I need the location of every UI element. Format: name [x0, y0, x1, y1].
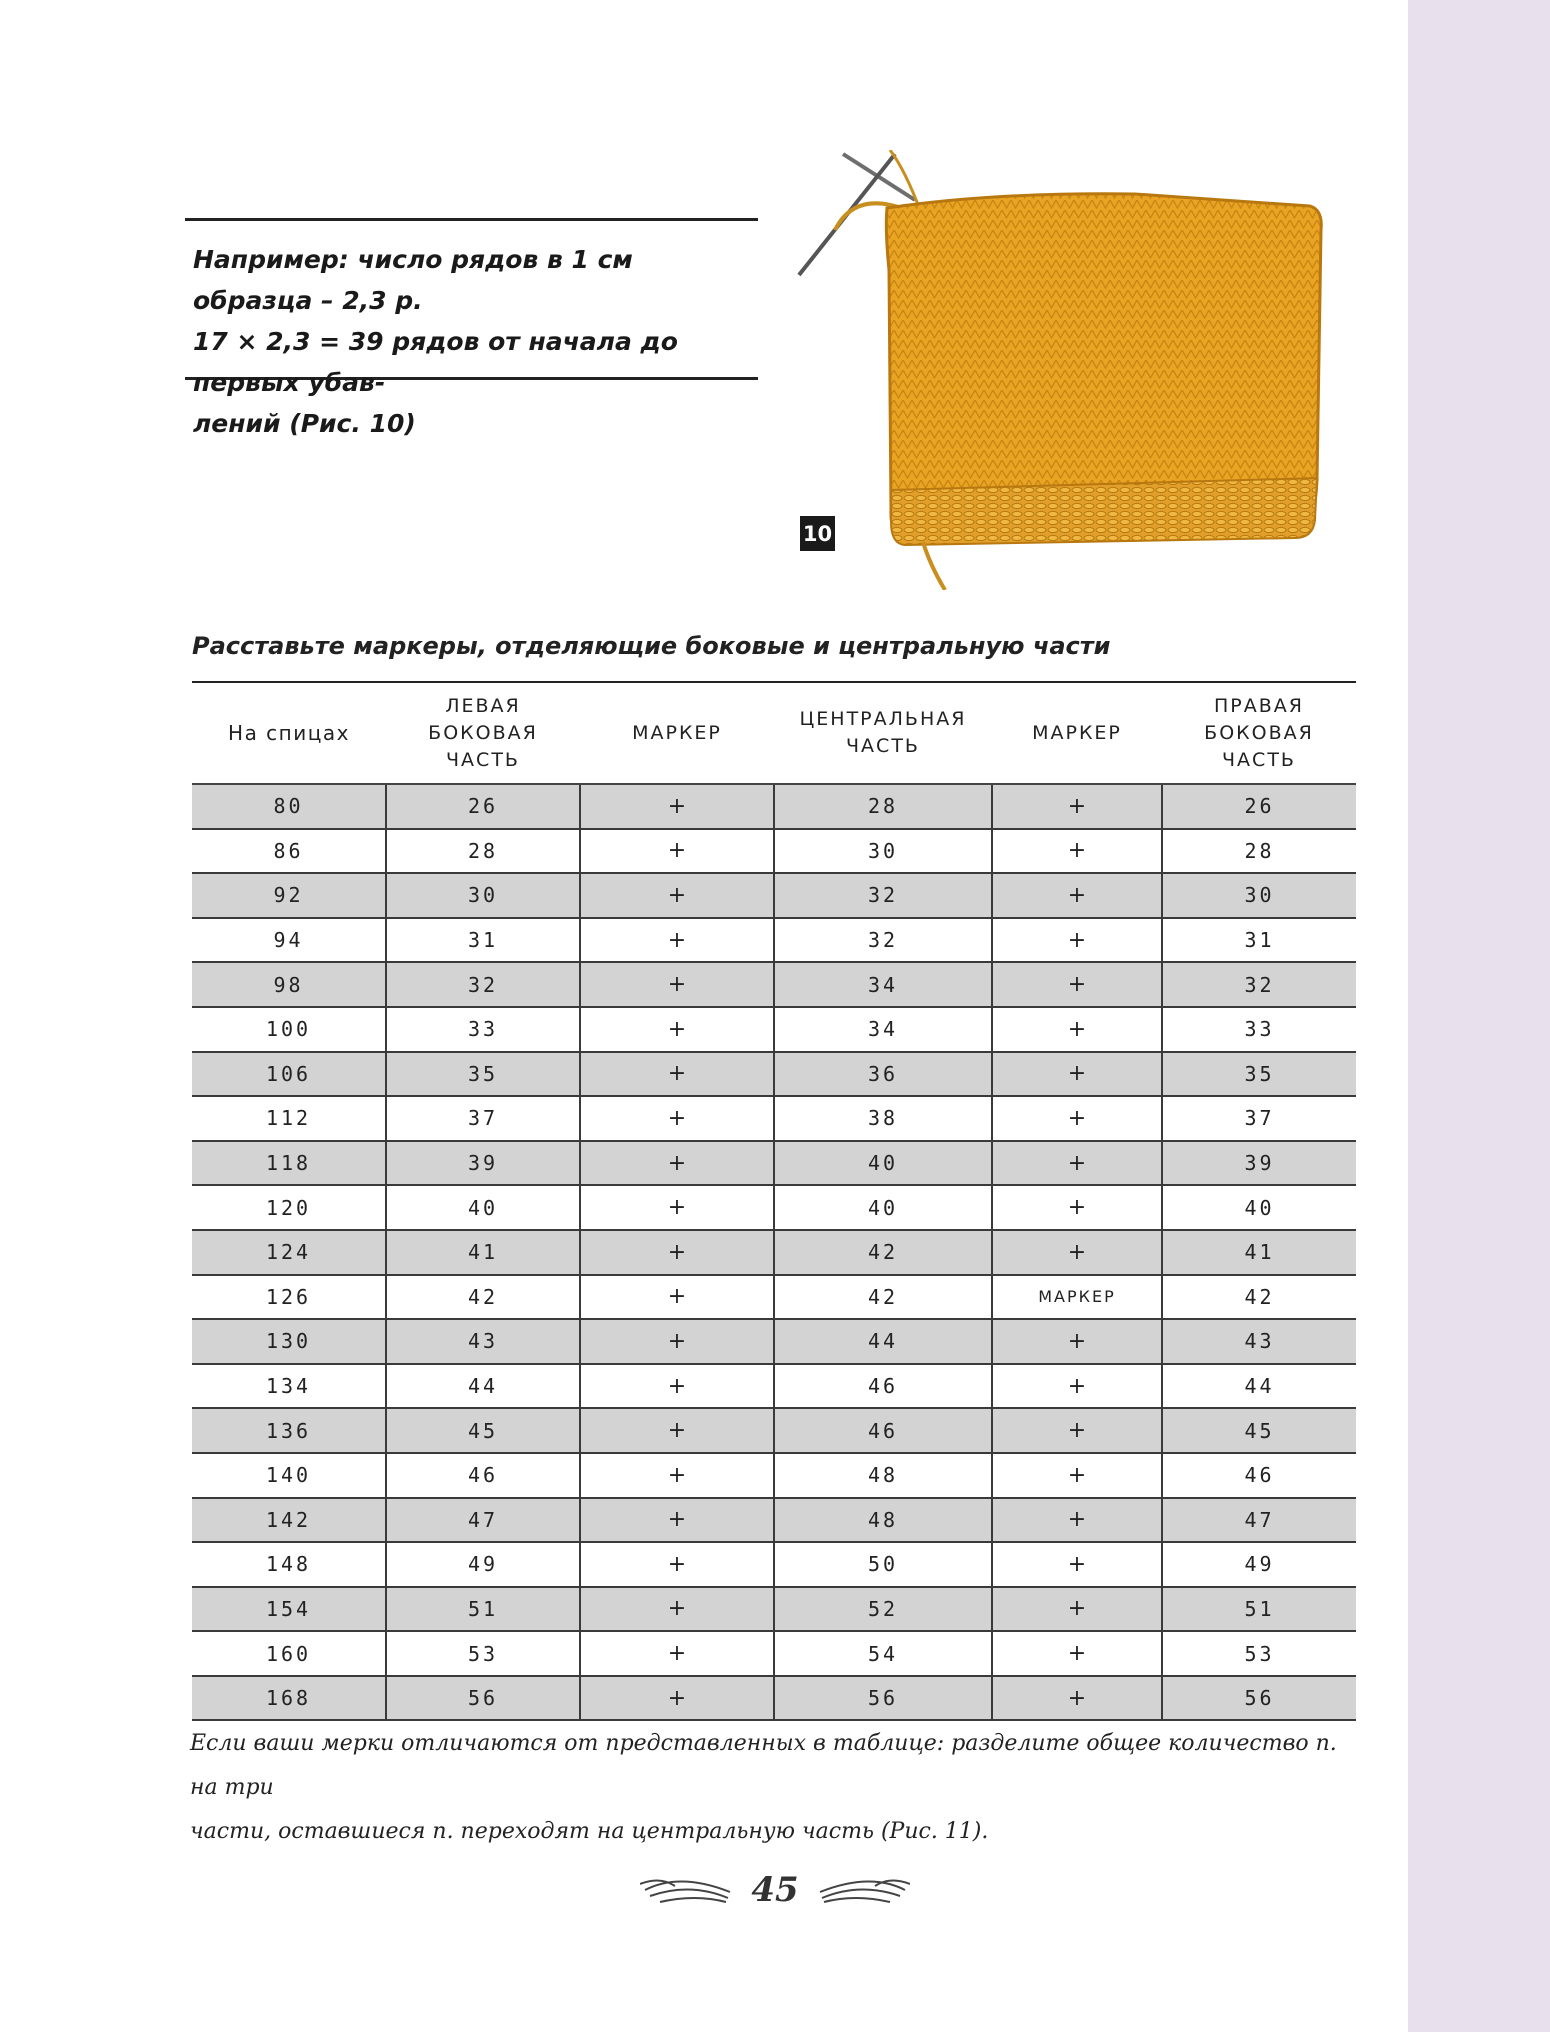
- cell-right-part: 30: [1162, 873, 1356, 918]
- header-line: МАРКЕР: [632, 721, 722, 744]
- cell-marker-left: +: [580, 1587, 774, 1632]
- table-row: [192, 1631, 1356, 1676]
- cell-marker-right: +: [992, 1408, 1162, 1453]
- cell-needles: 92: [192, 873, 386, 918]
- table-row: [192, 918, 1356, 963]
- table-header-row: [192, 683, 1356, 784]
- cell-marker-left: +: [580, 1408, 774, 1453]
- table-row: [192, 962, 1356, 1007]
- cell-marker-right: +: [992, 1587, 1162, 1632]
- table-body: [192, 784, 1356, 1720]
- table-row: [192, 784, 1356, 829]
- cell-right-part: 33: [1162, 1007, 1356, 1052]
- header-line: ЧАСТЬ: [846, 735, 920, 757]
- example-callout: [185, 218, 758, 438]
- cell-marker-right: +: [992, 1185, 1162, 1230]
- cell-left-part: 43: [386, 1319, 580, 1364]
- cell-needles: 126: [192, 1275, 386, 1320]
- table-row: [192, 1096, 1356, 1141]
- example-line: 17 × 2,3 = 39 рядов от начала до первых убав-: [193, 327, 678, 397]
- cell-marker-left: +: [580, 1364, 774, 1409]
- table-row: [192, 829, 1356, 874]
- table-row: [192, 1185, 1356, 1230]
- cell-center-part: 34: [774, 962, 992, 1007]
- cell-center-part: 28: [774, 784, 992, 829]
- footnote-line: части, оставшиеся п. переходят на центральную часть (Рис. 11).: [190, 1819, 989, 1844]
- cell-center-part: 38: [774, 1096, 992, 1141]
- cell-right-part: 26: [1162, 784, 1356, 829]
- table-row: [192, 1275, 1356, 1320]
- cell-marker-left: +: [580, 1542, 774, 1587]
- footnote-line: Если ваши мерки отличаются от представленных в таблице: разделите общее количество п. на три: [190, 1731, 1337, 1800]
- cell-right-part: 49: [1162, 1542, 1356, 1587]
- side-color-band: [1408, 0, 1550, 2032]
- table-row: [192, 1676, 1356, 1721]
- cell-left-part: 41: [386, 1230, 580, 1275]
- cell-right-part: 53: [1162, 1631, 1356, 1676]
- cell-needles: 130: [192, 1319, 386, 1364]
- cell-marker-left: +: [580, 1141, 774, 1186]
- cell-center-part: 40: [774, 1185, 992, 1230]
- cell-left-part: 46: [386, 1453, 580, 1498]
- cell-left-part: 37: [386, 1096, 580, 1141]
- cell-marker-right: +: [992, 1230, 1162, 1275]
- cell-center-part: 48: [774, 1453, 992, 1498]
- cell-center-part: 46: [774, 1408, 992, 1453]
- cell-marker-left: +: [580, 1275, 774, 1320]
- cell-needles: 100: [192, 1007, 386, 1052]
- cell-right-part: 44: [1162, 1364, 1356, 1409]
- cell-left-part: 42: [386, 1275, 580, 1320]
- cell-center-part: 32: [774, 873, 992, 918]
- cell-marker-left: +: [580, 1007, 774, 1052]
- header-left-part: [386, 683, 580, 784]
- swatch-garter-edge: [891, 478, 1317, 545]
- table-row: [192, 1587, 1356, 1632]
- cell-marker-left: +: [580, 873, 774, 918]
- cell-needles: 86: [192, 829, 386, 874]
- section-title: Расставьте маркеры, отделяющие боковые и центральную части: [192, 632, 1111, 660]
- cell-marker-left: +: [580, 918, 774, 963]
- header-marker: [580, 683, 774, 784]
- table-row: [192, 1542, 1356, 1587]
- table-row: [192, 1052, 1356, 1097]
- cell-right-part: 42: [1162, 1275, 1356, 1320]
- cell-center-part: 48: [774, 1498, 992, 1543]
- cell-center-part: 56: [774, 1676, 992, 1721]
- header-line: На спицах: [228, 720, 350, 745]
- cell-marker-right: +: [992, 1141, 1162, 1186]
- cell-needles: 134: [192, 1364, 386, 1409]
- figure-number-badge: 10: [800, 516, 835, 551]
- cell-right-part: 43: [1162, 1319, 1356, 1364]
- cell-marker-right: +: [992, 1364, 1162, 1409]
- cell-left-part: 35: [386, 1052, 580, 1097]
- cell-needles: 142: [192, 1498, 386, 1543]
- header-right-part: [1162, 683, 1356, 784]
- cell-center-part: 54: [774, 1631, 992, 1676]
- cell-left-part: 33: [386, 1007, 580, 1052]
- cell-right-part: 37: [1162, 1096, 1356, 1141]
- cell-right-part: 56: [1162, 1676, 1356, 1721]
- cell-needles: 120: [192, 1185, 386, 1230]
- cell-marker-left: +: [580, 784, 774, 829]
- table-row: [192, 1453, 1356, 1498]
- cell-needles: 80: [192, 784, 386, 829]
- cell-center-part: 42: [774, 1275, 992, 1320]
- cell-marker-left: +: [580, 962, 774, 1007]
- header-line: ЦЕНТРАЛЬНАЯ: [799, 708, 967, 730]
- cell-needles: 148: [192, 1542, 386, 1587]
- cell-center-part: 36: [774, 1052, 992, 1097]
- cell-left-part: 51: [386, 1587, 580, 1632]
- cell-marker-right: +: [992, 1498, 1162, 1543]
- cell-marker-right: +: [992, 873, 1162, 918]
- cell-center-part: 44: [774, 1319, 992, 1364]
- cell-center-part: 46: [774, 1364, 992, 1409]
- header-line: БОКОВАЯ: [1204, 721, 1314, 744]
- table-row: [192, 1498, 1356, 1543]
- header-line: ПРАВАЯ: [1214, 694, 1304, 717]
- cell-marker-right: +: [992, 784, 1162, 829]
- cell-center-part: 50: [774, 1542, 992, 1587]
- cell-center-part: 32: [774, 918, 992, 963]
- cell-needles: 160: [192, 1631, 386, 1676]
- page-number: 45: [751, 1870, 799, 1910]
- cell-right-part: 47: [1162, 1498, 1356, 1543]
- cell-marker-right: +: [992, 829, 1162, 874]
- table-row: [192, 1319, 1356, 1364]
- cell-right-part: 45: [1162, 1408, 1356, 1453]
- header-marker: [992, 683, 1162, 784]
- cell-marker-left: +: [580, 1498, 774, 1543]
- cell-marker-left: +: [580, 1230, 774, 1275]
- yarn-strand: [890, 150, 920, 210]
- cell-marker-left: +: [580, 1052, 774, 1097]
- cell-left-part: 56: [386, 1676, 580, 1721]
- cell-right-part: 46: [1162, 1453, 1356, 1498]
- page-footer: [640, 1862, 910, 1922]
- cell-right-part: 51: [1162, 1587, 1356, 1632]
- cell-marker-left: +: [580, 829, 774, 874]
- cell-marker-right: +: [992, 1453, 1162, 1498]
- table-row: [192, 1408, 1356, 1453]
- cell-needles: 112: [192, 1096, 386, 1141]
- cell-marker-right: +: [992, 1631, 1162, 1676]
- cell-marker-right: +: [992, 1676, 1162, 1721]
- cell-left-part: 30: [386, 873, 580, 918]
- cell-marker-right: +: [992, 1007, 1162, 1052]
- cell-left-part: 47: [386, 1498, 580, 1543]
- header-line: ЛЕВАЯ: [445, 694, 521, 717]
- cell-left-part: 39: [386, 1141, 580, 1186]
- header-line: ЧАСТЬ: [446, 748, 520, 771]
- cell-left-part: 44: [386, 1364, 580, 1409]
- yarn-tail: [923, 542, 945, 590]
- cell-marker-right: +: [992, 1319, 1162, 1364]
- cell-left-part: 31: [386, 918, 580, 963]
- cell-left-part: 40: [386, 1185, 580, 1230]
- cell-left-part: 28: [386, 829, 580, 874]
- header-line: МАРКЕР: [1032, 721, 1122, 744]
- cell-right-part: 28: [1162, 829, 1356, 874]
- cell-needles: 140: [192, 1453, 386, 1498]
- cell-center-part: 34: [774, 1007, 992, 1052]
- cell-needles: 118: [192, 1141, 386, 1186]
- cell-left-part: 53: [386, 1631, 580, 1676]
- cell-marker-right: +: [992, 1052, 1162, 1097]
- cell-left-part: 45: [386, 1408, 580, 1453]
- footnote: [190, 1722, 1365, 1854]
- marker-table: [192, 681, 1356, 1721]
- cell-needles: 124: [192, 1230, 386, 1275]
- cell-marker-right: МАРКЕР: [992, 1275, 1162, 1320]
- cell-marker-left: +: [580, 1319, 774, 1364]
- cell-marker-right: +: [992, 1542, 1162, 1587]
- cell-center-part: 52: [774, 1587, 992, 1632]
- cell-marker-right: +: [992, 918, 1162, 963]
- table-row: [192, 1007, 1356, 1052]
- cell-marker-right: +: [992, 962, 1162, 1007]
- cell-right-part: 40: [1162, 1185, 1356, 1230]
- cell-marker-left: +: [580, 1676, 774, 1721]
- example-text: [193, 239, 748, 444]
- table-row: [192, 1141, 1356, 1186]
- cell-needles: 168: [192, 1676, 386, 1721]
- cell-needles: 98: [192, 962, 386, 1007]
- header-needles: [192, 683, 386, 784]
- cell-right-part: 35: [1162, 1052, 1356, 1097]
- example-line: лений (Рис. 10): [193, 409, 416, 438]
- cell-needles: 154: [192, 1587, 386, 1632]
- cell-left-part: 26: [386, 784, 580, 829]
- cell-marker-right: +: [992, 1096, 1162, 1141]
- table-row: [192, 873, 1356, 918]
- cell-needles: 94: [192, 918, 386, 963]
- cell-left-part: 32: [386, 962, 580, 1007]
- table-row: [192, 1364, 1356, 1409]
- knitted-swatch-photo: [795, 150, 1335, 590]
- cell-right-part: 31: [1162, 918, 1356, 963]
- cell-marker-left: +: [580, 1185, 774, 1230]
- cell-marker-left: +: [580, 1453, 774, 1498]
- cell-center-part: 30: [774, 829, 992, 874]
- cell-center-part: 40: [774, 1141, 992, 1186]
- cell-left-part: 49: [386, 1542, 580, 1587]
- cell-needles: 136: [192, 1408, 386, 1453]
- header-line: БОКОВАЯ: [428, 721, 538, 744]
- cell-center-part: 42: [774, 1230, 992, 1275]
- example-line: Например: число рядов в 1 см образца – 2,3 р.: [193, 245, 633, 315]
- header-line: ЧАСТЬ: [1222, 748, 1296, 771]
- cell-marker-left: +: [580, 1631, 774, 1676]
- cell-marker-left: +: [580, 1096, 774, 1141]
- cell-right-part: 41: [1162, 1230, 1356, 1275]
- cell-needles: 106: [192, 1052, 386, 1097]
- cell-right-part: 32: [1162, 962, 1356, 1007]
- header-center-part: [774, 683, 992, 784]
- table-row: [192, 1230, 1356, 1275]
- cell-right-part: 39: [1162, 1141, 1356, 1186]
